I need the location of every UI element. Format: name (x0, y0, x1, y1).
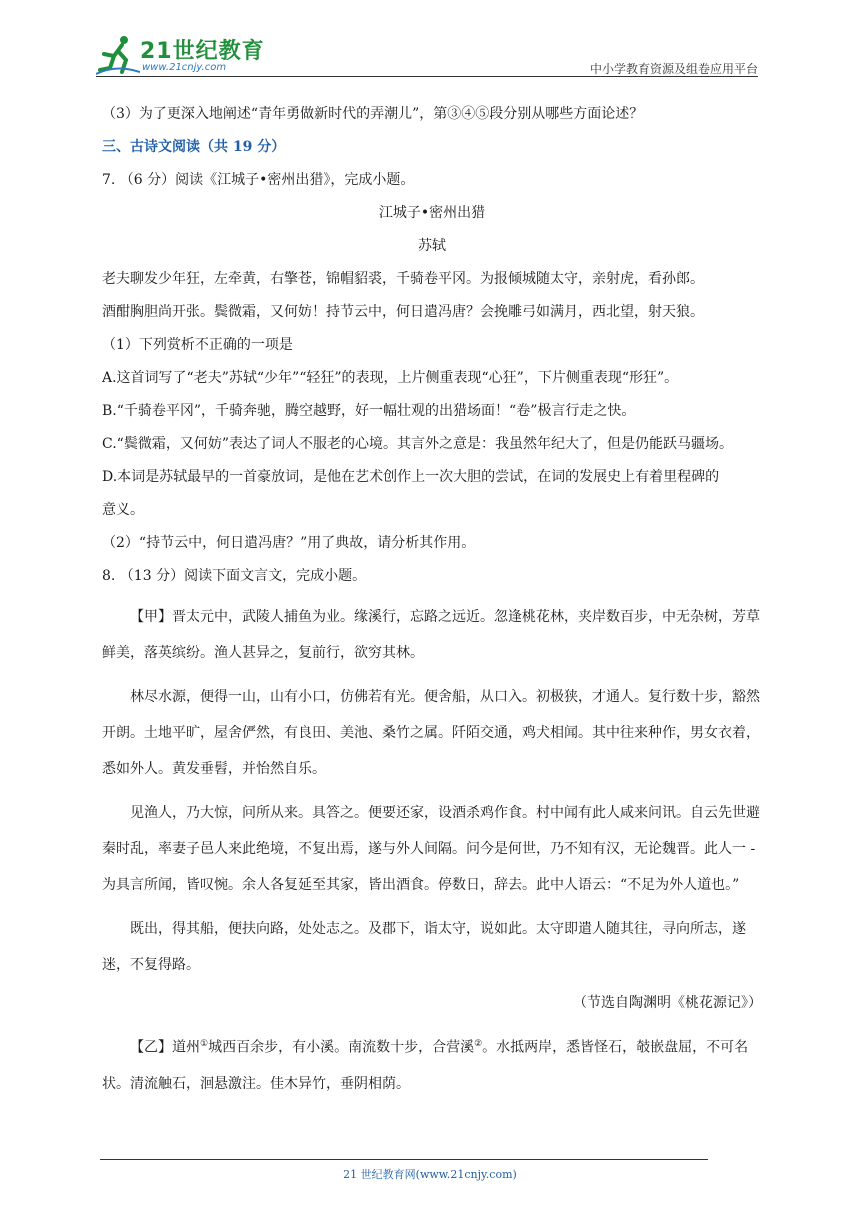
question-8: 8. （13 分）阅读下面文言文，完成小题。 (102, 568, 367, 584)
page-header (96, 28, 758, 80)
passage-source: （节选自陶渊明《桃花源记》） (573, 995, 762, 1011)
poem-title: 江城子•密州出猎 (378, 205, 486, 221)
passage-yi-text: 城西百余步，有小溪。南流数十步，合营溪 (208, 1039, 475, 1056)
question-7-1: （1）下列赏析不正确的一项是 (102, 337, 293, 353)
site-logo (96, 34, 266, 78)
footnote-marker: ② (474, 1039, 483, 1049)
option-a: A.这首词写了“老夫”苏轼“少年”“轻狂”的表现，上片侧重表现“心狂”，下片侧重表现“形狂”。 (102, 370, 679, 386)
passage-jia-paragraph: 【甲】晋太元中，武陵人捕鱼为业。缘溪行，忘路之远近。忽逢桃花林，夹岸数百步，中无杂树，芳草鲜美，落英缤纷。渔人甚异之，复前行，欲穷其林。 (102, 609, 760, 661)
poem-author: 苏轼 (418, 238, 446, 254)
document-body (102, 98, 762, 1102)
footnote-marker: ① (200, 1039, 209, 1049)
passage-jia-paragraph: 林尽水源，便得一山，山有小口，仿佛若有光。便舍船，从口入。初极狭，才通人。复行数十步，豁然开朗。土地平旷，屋舍俨然，有良田、美池、桑竹之属。阡陌交通，鸡犬相闻。其中往来种作，男女衣着，悉如外人。黄发垂髫，并怡然自乐。 (102, 689, 760, 777)
platform-label: 中小学教育资源及组卷应用平台 (589, 62, 758, 76)
runner-icon (96, 34, 140, 78)
passage-yi-paragraph (102, 1026, 762, 1102)
poem-line: 老夫聊发少年狂，左牵黄，右擎苍，锦帽貂裘，千骑卷平冈。为报倾城随太守，亲射虎，看孙郎。 (102, 271, 704, 287)
section-title: 三、古诗文阅读（共 19 分） (102, 139, 286, 155)
header-divider (96, 76, 758, 77)
option-b: B.“千骑卷平冈”，千骑奔驰，腾空越野，好一幅壮观的出猎场面！“卷”极言行走之快。 (102, 403, 636, 419)
logo-text: 21世纪教育 (140, 39, 265, 64)
logo-url: www.21cnjy.com (142, 62, 227, 73)
passage-yi-text: 【乙】道州 (130, 1039, 200, 1056)
question-7-2: （2）“持节云中，何日遣冯唐？”用了典故，请分析其作用。 (102, 535, 476, 551)
page-footer: 21 世纪教育网(www.21cnjy.com) (343, 1168, 517, 1181)
option-c: C.“鬓微霜，又何妨”表达了词人不服老的心境。其言外之意是：我虽然年纪大了，但是仍能跃马疆场。 (102, 436, 733, 452)
footer-divider (100, 1159, 708, 1160)
passage-yi-text: 。水抵两岸，悉皆怪石，攲嵌盘屈，不可名状。清流触石，洄悬激注。佳木异竹，垂阴相荫。 (102, 1039, 749, 1092)
option-d: D.本词是苏轼最早的一首豪放词，是他在艺术创作上一次大胆的尝试，在词的发展史上有着里程碑的 (102, 469, 720, 485)
passage-jia-paragraph: 既出，得其船，便扶向路，处处志之。及郡下，诣太守，说如此。太守即遣人随其往，寻向所志，遂迷，不复得路。 (102, 921, 746, 973)
option-d-cont: 意义。 (102, 502, 144, 518)
question-6-3: （3）为了更深入地阐述“青年勇做新时代的弄潮儿”，第③④⑤段分别从哪些方面论述？ (102, 106, 644, 122)
question-7: 7. （6 分）阅读《江城子•密州出猎》，完成小题。 (102, 172, 415, 188)
passage-jia-paragraph: 见渔人，乃大惊，问所从来。具答之。便要还家，设酒杀鸡作食。村中闻有此人咸来问讯。自云先世避秦时乱，率妻子邑人来此绝境，不复出焉，遂与外人间隔。问今是何世，乃不知有汉，无论魏晋。此人一 - 为具言所闻，皆叹惋。余人各复延至其家，皆出酒食。停数日，辞去。此中人语云：“不足为外人道也。” (102, 805, 760, 893)
poem-line: 酒酣胸胆尚开张。鬓微霜，又何妨！持节云中，何日遣冯唐？会挽雕弓如满月，西北望，射天狼。 (102, 304, 704, 320)
